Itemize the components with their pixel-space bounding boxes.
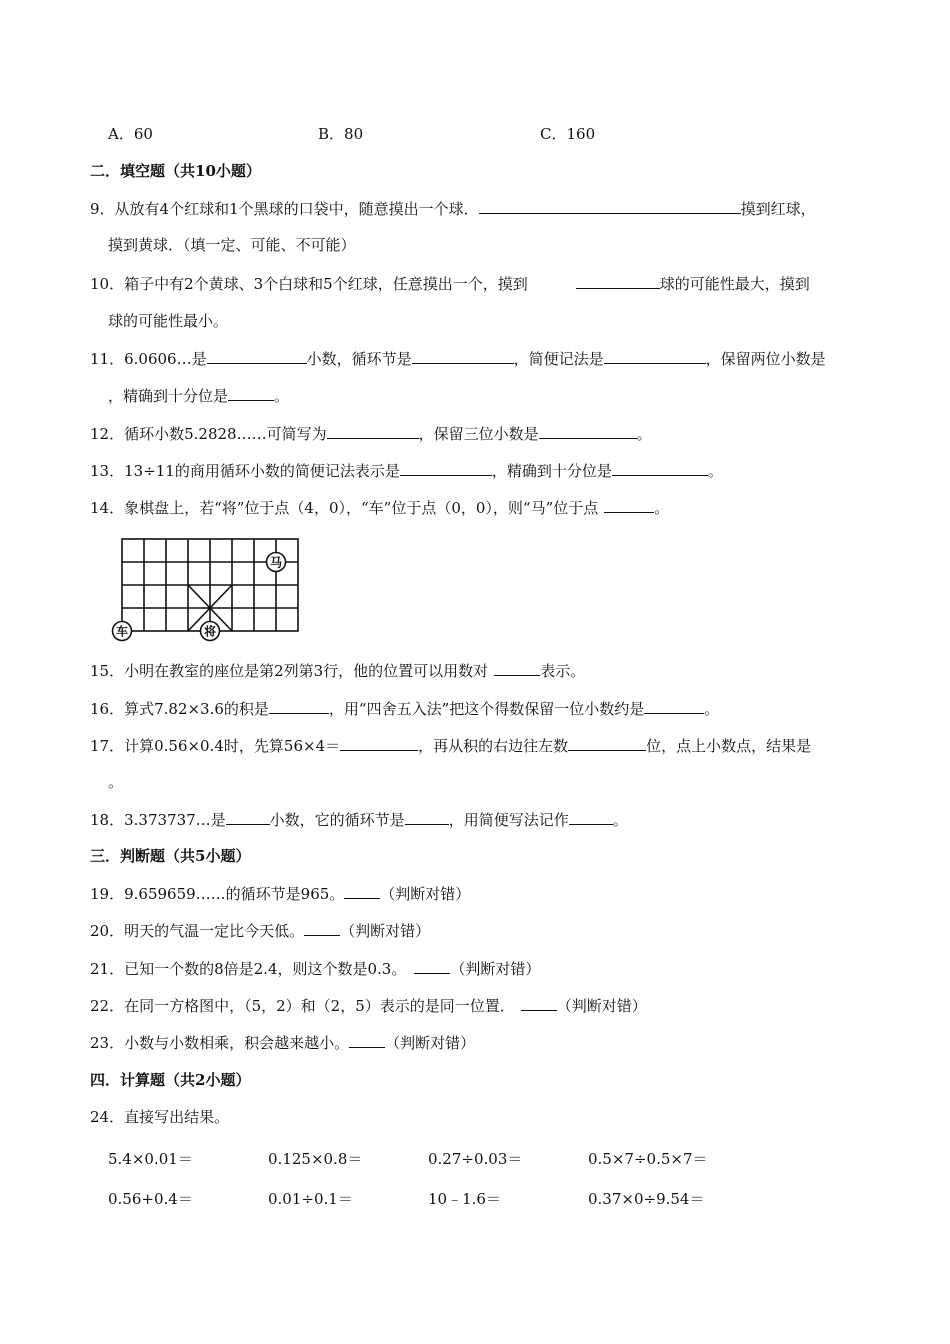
calc-item: 0.56+0.4＝ xyxy=(108,1190,193,1208)
q12-text-b: ，保留三位小数是 xyxy=(418,425,539,443)
question-15 xyxy=(90,659,585,682)
q20-blank xyxy=(304,919,340,936)
q20-hint: （判断对错） xyxy=(340,922,431,940)
q11-text: 11．6.0606…是 xyxy=(90,350,207,368)
question-19 xyxy=(90,882,470,905)
q17-blank-1 xyxy=(340,734,418,751)
question-24-title: 24．直接写出结果。 xyxy=(90,1108,230,1126)
question-17-cont xyxy=(108,771,123,793)
piece-jiang xyxy=(201,622,220,641)
q10-blank-1 xyxy=(576,272,660,289)
section-fill-blank-heading: 二．填空题（共10小题） xyxy=(90,162,261,180)
q10-text-b: 球的可能性最大，摸到 xyxy=(659,275,810,293)
q16-text-b: ，用“四舍五入法”把这个得数保留一位小数约是 xyxy=(328,700,645,718)
q12-text-c: 。 xyxy=(636,425,652,443)
piece-ma xyxy=(267,553,286,572)
question-9 xyxy=(90,197,816,220)
q23-hint: （判断对错） xyxy=(385,1034,476,1052)
q16-blank-1 xyxy=(269,697,329,714)
question-11-cont xyxy=(108,384,289,407)
q15-blank-1 xyxy=(494,659,540,676)
q11-text-b: 小数，循环节是 xyxy=(306,350,412,368)
q18-text: 18．3.373737…是 xyxy=(90,811,226,829)
section-judgement-heading: 三．判断题（共5小题） xyxy=(90,847,251,865)
q22-blank xyxy=(521,994,557,1011)
calc-item: 0.125×0.8＝ xyxy=(268,1150,363,1168)
q19-text: 19．9.659659……的循环节是965。 xyxy=(90,885,345,903)
piece-che xyxy=(113,622,132,641)
calc-item: 0.01÷0.1＝ xyxy=(268,1190,353,1208)
q21-hint: （判断对错） xyxy=(450,960,541,978)
q22-text: 22．在同一方格图中，（5，2）和（2，5）表示的是同一位置． xyxy=(90,997,515,1015)
q9-text-b: 摸到红球， xyxy=(740,200,816,218)
piece-jiang-label: 将 xyxy=(203,624,217,639)
q12-blank-1 xyxy=(327,422,419,439)
question-21 xyxy=(90,957,540,980)
question-11 xyxy=(90,347,826,370)
q23-blank xyxy=(349,1031,385,1048)
question-10 xyxy=(90,272,810,295)
q11-blank-3 xyxy=(604,347,706,364)
q11-blank-5 xyxy=(228,384,274,401)
q9-text-c: 摸到黄球．（填一定、可能、不可能） xyxy=(108,236,356,254)
q14-text-b: 。 xyxy=(654,499,670,517)
q17-text-b: ，再从积的右边往左数 xyxy=(418,737,569,755)
q13-text: 13．13÷11的商用循环小数的简便记法表示是 xyxy=(90,462,400,480)
q18-text-d: 。 xyxy=(612,811,628,829)
q15-text: 15．小明在教室的座位是第2列第3行，他的位置可以用数对 xyxy=(90,662,489,680)
q9-text: 9．从放有4个红球和1个黑球的口袋中，随意摸出一个球． xyxy=(90,200,479,218)
q18-blank-3 xyxy=(569,808,613,825)
q16-text: 16．算式7.82×3.6的积是 xyxy=(90,700,269,718)
q11-text-e: ，精确到十分位是 xyxy=(108,387,229,405)
q11-text-f: 。 xyxy=(274,387,290,405)
q21-blank xyxy=(414,957,450,974)
q11-text-d: ，保留两位小数是 xyxy=(705,350,826,368)
piece-ma-label: 马 xyxy=(269,555,283,570)
question-10-cont xyxy=(108,310,228,332)
q16-blank-2 xyxy=(644,697,704,714)
q11-text-c: ，简便记法是 xyxy=(513,350,604,368)
q10-text: 10．箱子中有2个黄球、3个白球和5个红球，任意摸出一个，摸到 xyxy=(90,275,528,293)
option-b: B．80 xyxy=(318,125,364,143)
option-c: C．160 xyxy=(540,125,596,143)
q10-text-c: 球的可能性最小。 xyxy=(108,312,229,330)
q11-blank-2 xyxy=(412,347,514,364)
q18-blank-2 xyxy=(405,808,449,825)
q19-hint: （判断对错） xyxy=(380,885,471,903)
chess-board-figure xyxy=(106,533,306,643)
question-22 xyxy=(90,994,647,1017)
q11-blank-1 xyxy=(207,347,307,364)
question-9-cont xyxy=(108,234,356,256)
calc-item: 0.37×0÷9.54＝ xyxy=(588,1190,705,1208)
question-13 xyxy=(90,459,723,482)
calc-item: 5.4×0.01＝ xyxy=(108,1150,193,1168)
q18-text-b: 小数，它的循环节是 xyxy=(269,811,405,829)
q17-text-c: 位，点上小数点，结果是 xyxy=(646,737,812,755)
question-17 xyxy=(90,734,811,757)
question-14 xyxy=(90,496,669,519)
q20-text: 20．明天的气温一定比今天低。 xyxy=(90,922,305,940)
q18-blank-1 xyxy=(226,808,270,825)
q12-text: 12．循环小数5.2828……可简写为 xyxy=(90,425,327,443)
q9-blank-1 xyxy=(479,197,741,214)
question-16 xyxy=(90,697,719,720)
q23-text: 23．小数与小数相乘，积会越来越小。 xyxy=(90,1034,350,1052)
q18-text-c: ，用简便写法记作 xyxy=(448,811,569,829)
question-12 xyxy=(90,422,652,445)
q17-blank-2 xyxy=(568,734,646,751)
section-calculation-heading: 四．计算题（共2小题） xyxy=(90,1071,251,1089)
calc-item: 10﹣1.6＝ xyxy=(428,1190,501,1208)
q17-text-d: 。 xyxy=(108,773,124,791)
calc-item: 0.27÷0.03＝ xyxy=(428,1150,523,1168)
q17-text: 17．计算0.56×0.4时，先算56×4＝ xyxy=(90,737,341,755)
q12-blank-2 xyxy=(539,422,637,439)
q15-text-b: 表示。 xyxy=(540,662,586,680)
q13-blank-2 xyxy=(612,459,708,476)
q19-blank xyxy=(344,882,380,899)
q14-text: 14．象棋盘上，若“将”位于点（4，0），“车”位于点（0，0），则“马”位于点 xyxy=(90,499,599,517)
q22-hint: （判断对错） xyxy=(556,997,647,1015)
q14-blank-1 xyxy=(604,496,654,513)
q16-text-c: 。 xyxy=(704,700,720,718)
piece-che-label: 车 xyxy=(115,624,129,639)
q13-text-c: 。 xyxy=(707,462,723,480)
option-a: A．60 xyxy=(108,125,153,143)
calc-item: 0.5×7÷0.5×7＝ xyxy=(588,1150,708,1168)
question-23 xyxy=(90,1031,475,1054)
question-18 xyxy=(90,808,628,831)
q21-text: 21．已知一个数的8倍是2.4，则这个数是0.3。 xyxy=(90,960,407,978)
q13-text-b: ，精确到十分位是 xyxy=(491,462,612,480)
q13-blank-1 xyxy=(400,459,492,476)
question-20 xyxy=(90,919,430,942)
